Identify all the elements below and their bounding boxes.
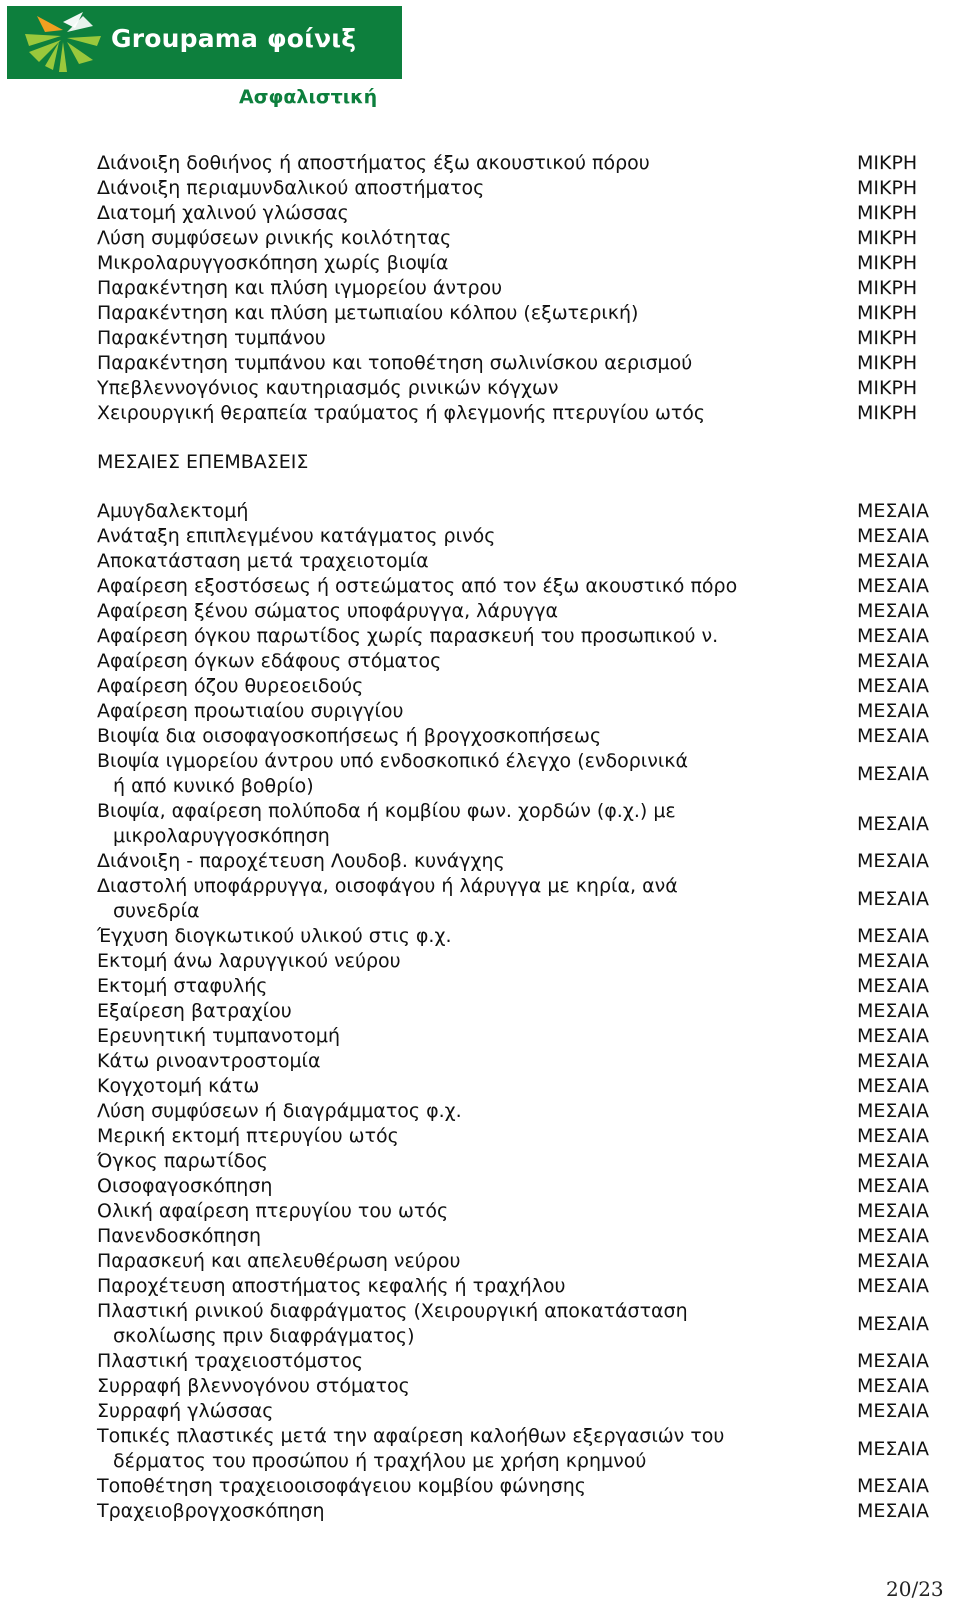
procedure-name	[97, 1374, 777, 1399]
table-row	[97, 624, 960, 649]
table-row	[97, 1374, 960, 1399]
category-value: ΜΙΚΡΗ	[857, 252, 918, 274]
procedure-name	[97, 524, 777, 549]
table-row	[97, 1249, 960, 1274]
procedure-line-continued: συνεδρία	[113, 900, 200, 922]
procedure-name	[97, 326, 777, 351]
table-row	[97, 1174, 960, 1199]
procedure-line: Διάνοιξη δοθιήνος ή αποστήματος έξω ακουστικού πόρου	[97, 152, 650, 174]
procedure-name	[97, 849, 777, 874]
category-value: ΜΕΣΑΙΑ	[857, 500, 930, 522]
procedures-list	[97, 151, 960, 1524]
procedure-line: Κάτω ρινοαντροστομία	[97, 1050, 321, 1072]
procedure-name	[97, 799, 777, 849]
procedure-name	[97, 1424, 777, 1474]
section-gap	[97, 426, 960, 450]
category-value: ΜΕΣΑΙΑ	[857, 1200, 930, 1222]
procedure-line: Πλαστική ρινικού διαφράγματος (Χειρουργική αποκατάσταση	[97, 1300, 688, 1322]
table-row	[97, 1299, 960, 1349]
category-value: ΜΙΚΡΗ	[857, 302, 918, 324]
category-value: ΜΕΣΑΙΑ	[857, 1275, 930, 1297]
procedure-line: Αφαίρεση ξένου σώματος υποφάρυγγα, λάρυγγα	[97, 600, 558, 622]
table-row	[97, 1424, 960, 1474]
table-row	[97, 499, 960, 524]
procedure-line: Οισοφαγοσκόπηση	[97, 1175, 273, 1197]
procedure-name	[97, 226, 777, 251]
category-value: ΜΕΣΑΙΑ	[857, 675, 930, 697]
procedure-line: Πανενδοσκόπηση	[97, 1225, 261, 1247]
category-value: ΜΕΣΑΙΑ	[857, 1400, 930, 1422]
table-row	[97, 1124, 960, 1149]
category-value: ΜΙΚΡΗ	[857, 327, 918, 349]
category-value: ΜΕΣΑΙΑ	[857, 1000, 930, 1022]
table-row	[97, 326, 960, 351]
procedure-line: Συρραφή γλώσσας	[97, 1400, 274, 1422]
category-value: ΜΕΣΑΙΑ	[857, 550, 930, 572]
category-value: ΜΙΚΡΗ	[857, 177, 918, 199]
procedure-name	[97, 376, 777, 401]
procedure-name	[97, 949, 777, 974]
category-value: ΜΕΣΑΙΑ	[857, 812, 930, 835]
category-value: ΜΙΚΡΗ	[857, 202, 918, 224]
category-value: ΜΙΚΡΗ	[857, 352, 918, 374]
procedure-name	[97, 1149, 777, 1174]
table-row	[97, 226, 960, 251]
table-row	[97, 1049, 960, 1074]
category-value: ΜΕΣΑΙΑ	[857, 600, 930, 622]
procedure-line-continued: σκολίωσης πριν διαφράγματος)	[113, 1325, 415, 1347]
procedure-line: Διατομή χαλινού γλώσσας	[97, 202, 349, 224]
procedure-line: Μερική εκτομή πτερυγίου ωτός	[97, 1125, 399, 1147]
table-row	[97, 849, 960, 874]
procedure-name	[97, 1399, 777, 1424]
table-row	[97, 301, 960, 326]
category-value: ΜΕΣΑΙΑ	[857, 1475, 930, 1497]
procedure-name	[97, 499, 777, 524]
procedure-line: Ερευνητική τυμπανοτομή	[97, 1025, 341, 1047]
procedure-line: Κογχοτομή κάτω	[97, 1075, 260, 1097]
procedure-line: Αφαίρεση όγκων εδάφους στόματος	[97, 650, 442, 672]
procedure-name	[97, 724, 777, 749]
table-row	[97, 1399, 960, 1424]
procedure-line: Αφαίρεση εξοστόσεως ή οστεώματος από τον έξω ακουστικό πόρο	[97, 575, 738, 597]
procedure-line: Πλαστική τραχειοστόμστος	[97, 1350, 364, 1372]
category-value: ΜΕΣΑΙΑ	[857, 1150, 930, 1172]
procedure-line: Παρακέντηση και πλύση μετωπιαίου κόλπου (εξωτερική)	[97, 302, 639, 324]
procedure-name	[97, 1249, 777, 1274]
table-row	[97, 674, 960, 699]
logo-subtitle: Ασφαλιστική	[239, 86, 378, 108]
procedure-name	[97, 1049, 777, 1074]
category-value: ΜΕΣΑΙΑ	[857, 700, 930, 722]
table-row	[97, 699, 960, 724]
section-heading: ΜΕΣΑΙΕΣ ΕΠΕΜΒΑΣΕΙΣ	[97, 451, 309, 473]
category-value: ΜΕΣΑΙΑ	[857, 950, 930, 972]
procedure-line: Παρακέντηση τυμπάνου	[97, 327, 326, 349]
procedure-name	[97, 999, 777, 1024]
procedure-line: Εξαίρεση βατραχίου	[97, 1000, 292, 1022]
procedure-name	[97, 1274, 777, 1299]
procedure-line: Εκτομή άνω λαρυγγικού νεύρου	[97, 950, 401, 972]
category-value: ΜΕΣΑΙΑ	[857, 1500, 930, 1522]
procedure-name	[97, 1199, 777, 1224]
procedure-line: Χειρουργική θεραπεία τραύματος ή φλεγμονής πτερυγίου ωτός	[97, 402, 706, 424]
category-value: ΜΕΣΑΙΑ	[857, 1225, 930, 1247]
table-row	[97, 749, 960, 799]
procedure-name	[97, 1024, 777, 1049]
category-value: ΜΕΣΑΙΑ	[857, 1375, 930, 1397]
table-row	[97, 724, 960, 749]
category-value: ΜΕΣΑΙΑ	[857, 1025, 930, 1047]
category-value: ΜΕΣΑΙΑ	[857, 575, 930, 597]
category-value: ΜΕΣΑΙΑ	[857, 762, 930, 785]
logo-banner	[7, 6, 402, 79]
procedure-line: Διαστολή υποφάρρυγγα, οισοφάγου ή λάρυγγα με κηρία, ανά	[97, 875, 678, 897]
procedure-line: Τοπικές πλαστικές μετά την αφαίρεση καλοήθων εξεργασιών του	[97, 1425, 725, 1447]
category-value: ΜΕΣΑΙΑ	[857, 1250, 930, 1272]
procedure-line: Διάνοιξη - παροχέτευση Λουδοβ. κυνάγχης	[97, 850, 505, 872]
table-row	[97, 574, 960, 599]
procedure-line: Βιοψία δια οισοφαγοσκοπήσεως ή βρογχοσκοπήσεως	[97, 725, 602, 747]
table-row	[97, 401, 960, 426]
table-row	[97, 974, 960, 999]
procedure-name	[97, 674, 777, 699]
table-row	[97, 1224, 960, 1249]
procedure-line: Αποκατάσταση μετά τραχειοτομία	[97, 550, 429, 572]
table-row	[97, 799, 960, 849]
table-row	[97, 176, 960, 201]
table-row	[97, 1349, 960, 1374]
procedure-line: Αφαίρεση όζου θυρεοειδούς	[97, 675, 364, 697]
procedure-name	[97, 574, 777, 599]
category-value: ΜΙΚΡΗ	[857, 152, 918, 174]
table-row	[97, 524, 960, 549]
table-row	[97, 649, 960, 674]
procedure-line: Αμυγδαλεκτομή	[97, 500, 249, 522]
table-row	[97, 276, 960, 301]
procedure-name	[97, 599, 777, 624]
table-row	[97, 1474, 960, 1499]
category-value: ΜΕΣΑΙΑ	[857, 1125, 930, 1147]
category-value: ΜΕΣΑΙΑ	[857, 725, 930, 747]
procedure-name	[97, 1499, 777, 1524]
procedure-line: Όγκος παρωτίδος	[97, 1150, 268, 1172]
procedure-name	[97, 251, 777, 276]
procedure-line: Βιοψία ιγμορείου άντρου υπό ενδοσκοπικό έλεγχο (ενδορινικά	[97, 750, 689, 772]
procedure-line: Παρακέντηση τυμπάνου και τοποθέτηση σωλινίσκου αερισμού	[97, 352, 693, 374]
procedure-line: Λύση συμφύσεων ή διαγράμματος φ.χ.	[97, 1100, 462, 1122]
procedure-line: Ανάταξη επιπλεγμένου κατάγματος ρινός	[97, 525, 496, 547]
category-value: ΜΕΣΑΙΑ	[857, 850, 930, 872]
procedure-name	[97, 1299, 777, 1349]
procedure-line-continued: δέρματος του προσώπου ή τραχήλου με χρήση κρημνού	[113, 1450, 647, 1472]
procedure-name	[97, 549, 777, 574]
category-value: ΜΕΣΑΙΑ	[857, 525, 930, 547]
table-row	[97, 924, 960, 949]
category-value: ΜΕΣΑΙΑ	[857, 1075, 930, 1097]
procedure-line: Υπεβλεννογόνιος καυτηριασμός ρινικών κόγχων	[97, 377, 559, 399]
table-row	[97, 151, 960, 176]
category-value: ΜΕΣΑΙΑ	[857, 625, 930, 647]
table-row	[97, 874, 960, 924]
procedure-name	[97, 749, 777, 799]
category-value: ΜΕΣΑΙΑ	[857, 887, 930, 910]
procedure-name	[97, 1174, 777, 1199]
procedure-name	[97, 1349, 777, 1374]
table-row	[97, 351, 960, 376]
procedure-line: Τοποθέτηση τραχειοοισοφάγειου κομβίου φώνησης	[97, 1475, 586, 1497]
procedure-name	[97, 276, 777, 301]
procedure-name	[97, 401, 777, 426]
table-row	[97, 251, 960, 276]
procedure-name	[97, 1224, 777, 1249]
company-logo	[7, 6, 407, 108]
table-row	[97, 1149, 960, 1174]
procedure-name	[97, 1074, 777, 1099]
procedure-line: Βιοψία, αφαίρεση πολύποδα ή κομβίου φων. χορδών (φ.χ.) με	[97, 800, 676, 822]
table-row	[97, 1499, 960, 1524]
procedure-line: Τραχειοβρογχοσκόπηση	[97, 1500, 325, 1522]
procedure-name	[97, 1124, 777, 1149]
category-value: ΜΕΣΑΙΑ	[857, 975, 930, 997]
procedure-line: Διάνοιξη περιαμυνδαλικού αποστήματος	[97, 177, 485, 199]
procedure-name	[97, 624, 777, 649]
procedure-name	[97, 649, 777, 674]
procedure-line: Παροχέτευση αποστήματος κεφαλής ή τραχήλου	[97, 1275, 566, 1297]
procedure-name	[97, 1474, 777, 1499]
procedure-line: Λύση συμφύσεων ρινικής κοιλότητας	[97, 227, 452, 249]
category-value: ΜΕΣΑΙΑ	[857, 1350, 930, 1372]
procedure-line: Ολική αφαίρεση πτερυγίου του ωτός	[97, 1200, 449, 1222]
table-row	[97, 599, 960, 624]
table-row	[97, 999, 960, 1024]
category-value: ΜΙΚΡΗ	[857, 377, 918, 399]
category-value: ΜΙΚΡΗ	[857, 402, 918, 424]
logo-text: Groupama φοίνιξ	[111, 24, 357, 53]
category-value: ΜΕΣΑΙΑ	[857, 1312, 930, 1335]
procedure-line: Μικρολαρυγγοσκόπηση χωρίς βιοψία	[97, 252, 449, 274]
procedure-name	[97, 301, 777, 326]
procedure-name	[97, 699, 777, 724]
procedure-name	[97, 201, 777, 226]
procedure-name	[97, 351, 777, 376]
procedure-line: Παρακέντηση και πλύση ιγμορείου άντρου	[97, 277, 503, 299]
table-row	[97, 1074, 960, 1099]
category-value: ΜΕΣΑΙΑ	[857, 1100, 930, 1122]
procedure-name	[97, 151, 777, 176]
procedure-line: Εκτομή σταφυλής	[97, 975, 268, 997]
table-row	[97, 1199, 960, 1224]
category-value: ΜΕΣΑΙΑ	[857, 1437, 930, 1460]
table-row	[97, 1099, 960, 1124]
procedure-name	[97, 1099, 777, 1124]
table-row	[97, 1024, 960, 1049]
table-row	[97, 201, 960, 226]
page-number: 20/23	[886, 1577, 944, 1601]
procedure-line-continued: ή από κυνικό βοθρίο)	[113, 775, 314, 797]
category-value: ΜΕΣΑΙΑ	[857, 650, 930, 672]
procedure-line-continued: μικρολαρυγγοσκόπηση	[113, 825, 330, 847]
procedure-name	[97, 924, 777, 949]
procedure-line: Συρραφή βλεννογόνου στόματος	[97, 1375, 410, 1397]
category-value: ΜΙΚΡΗ	[857, 277, 918, 299]
procedure-name	[97, 974, 777, 999]
category-value: ΜΕΣΑΙΑ	[857, 1175, 930, 1197]
category-value: ΜΕΣΑΙΑ	[857, 1050, 930, 1072]
procedure-line: Αφαίρεση προωτιαίου συριγγίου	[97, 700, 404, 722]
procedure-name	[97, 176, 777, 201]
table-row	[97, 376, 960, 401]
procedure-name	[97, 874, 777, 924]
section-gap	[97, 475, 960, 499]
table-row	[97, 1274, 960, 1299]
category-value: ΜΕΣΑΙΑ	[857, 925, 930, 947]
procedure-line: Αφαίρεση όγκου παρωτίδος χωρίς παρασκευή του προσωπικού ν.	[97, 625, 719, 647]
table-row	[97, 549, 960, 574]
logo-sunburst-icon	[23, 12, 103, 72]
category-value: ΜΙΚΡΗ	[857, 227, 918, 249]
procedure-line: Έγχυση διογκωτικού υλικού στις φ.χ.	[97, 925, 452, 947]
table-row	[97, 949, 960, 974]
procedure-line: Παρασκευή και απελευθέρωση νεύρου	[97, 1250, 461, 1272]
